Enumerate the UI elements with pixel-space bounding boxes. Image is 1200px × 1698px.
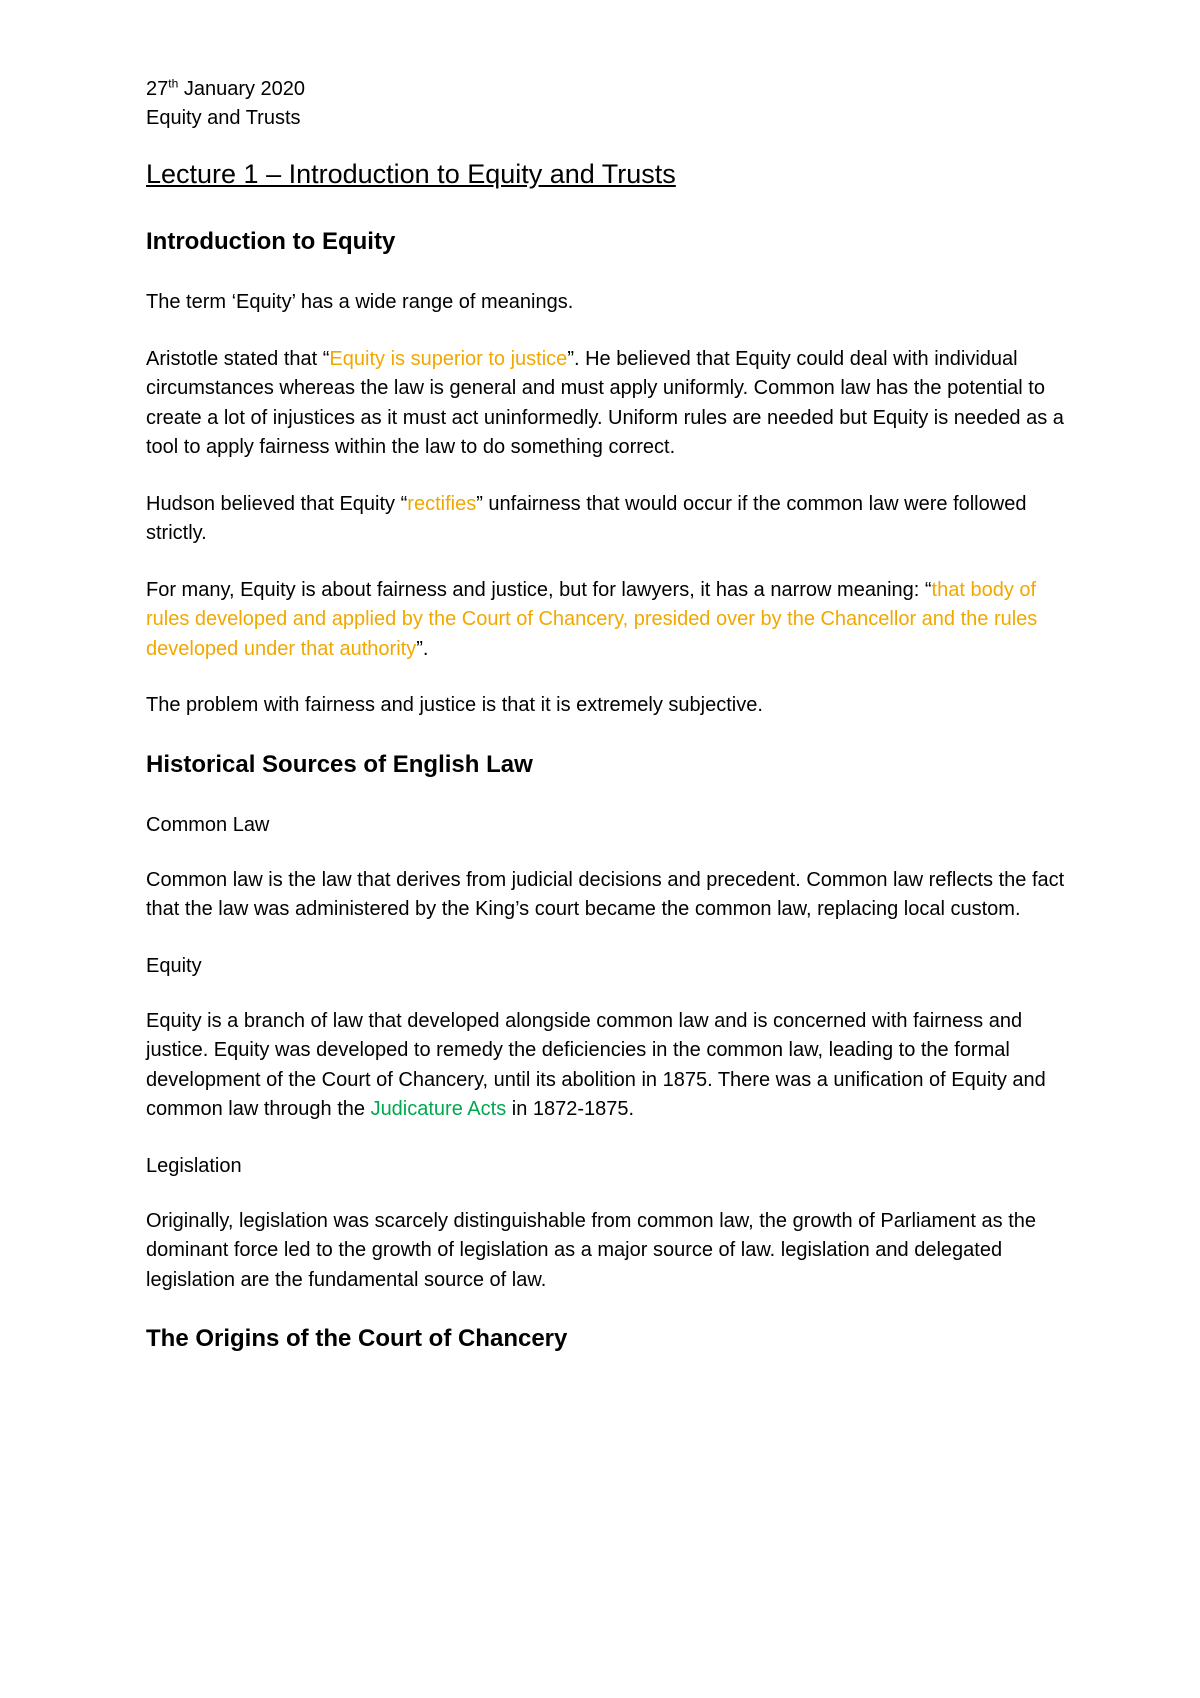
- legislation-paragraph: Originally, legislation was scarcely distinguishable from common law, the growth of Parliament as the dominant force led to the growth of legislation as a major source of law. legislation and delegated legislation are the fundamental source of law.: [146, 1209, 1037, 1291]
- judicature-acts-highlight: Judicature Acts: [370, 1098, 507, 1120]
- date-line: [146, 75, 1080, 104]
- lawyers-quote: that body of rules developed and applied by the Court of Chancery, presided over by the Chancellor and the rules developed under that authority: [146, 578, 1038, 660]
- course-name: Equity and Trusts: [146, 107, 301, 129]
- date-day: 27: [146, 78, 169, 100]
- intro-paragraph-lawyers: [146, 576, 1080, 665]
- aristotle-text-start: Aristotle stated that “: [146, 347, 330, 370]
- subheading-legislation: Legislation: [146, 1154, 242, 1177]
- common-law-paragraph: Common law is the law that derives from judicial decisions and precedent. Common law reflects the fact that the law was administered by the King’s court became the common law, replacing local custom.: [146, 868, 1065, 920]
- hudson-text-start: Hudson believed that Equity “: [146, 492, 408, 515]
- heading-origins-court-of-chancery: The Origins of the Court of Chancery: [146, 1325, 568, 1352]
- intro-paragraph-1: The term ‘Equity’ has a wide range of meanings.: [146, 291, 574, 313]
- subheading-common-law: Common Law: [146, 813, 270, 836]
- equity-text-start: Equity is a branch of law that developed alongside common law and is concerned with fairness and justice. Equity was developed to remedy the deficiencies in the common law, leading to the formal development of the Court of Chancery, until its abolition in 1875. There was a unification of Equity and common law through the: [146, 1009, 1046, 1120]
- heading-historical-sources: Historical Sources of English Law: [146, 750, 533, 778]
- date-suffix: th: [168, 76, 179, 91]
- aristotle-text-end: ”. He believed that Equity could deal with individual circumstances whereas the law is general and must apply uniformly. Common law has the potential to create a lot of injustices as it must act uninformedly. Uniform rules are needed but Equity is needed as a tool to apply fairness within the law to do something correct.: [146, 347, 1064, 458]
- hudson-text-end: ” unfairness that would occur if the common law were followed strictly.: [146, 492, 1027, 544]
- aristotle-quote: Equity is superior to justice: [329, 347, 568, 370]
- equity-text-end: in 1872-1875.: [506, 1098, 635, 1120]
- intro-paragraph-subjective: The problem with fairness and justice is that it is extremely subjective.: [146, 694, 763, 716]
- intro-paragraph-hudson: [146, 490, 1080, 549]
- heading-introduction-to-equity: Introduction to Equity: [146, 228, 396, 255]
- hudson-quote: rectifies: [407, 492, 477, 515]
- date-month-year: January 2020: [178, 78, 306, 100]
- intro-paragraph-aristotle: [146, 345, 1080, 463]
- lawyers-text-start: For many, Equity is about fairness and justice, but for lawyers, it has a narrow meaning: “: [146, 578, 932, 601]
- lawyers-text-end: ”.: [416, 637, 429, 660]
- equity-paragraph: [146, 1007, 1080, 1125]
- subheading-equity: Equity: [146, 954, 202, 977]
- lecture-title: Lecture 1 – Introduction to Equity and Trusts: [146, 159, 676, 189]
